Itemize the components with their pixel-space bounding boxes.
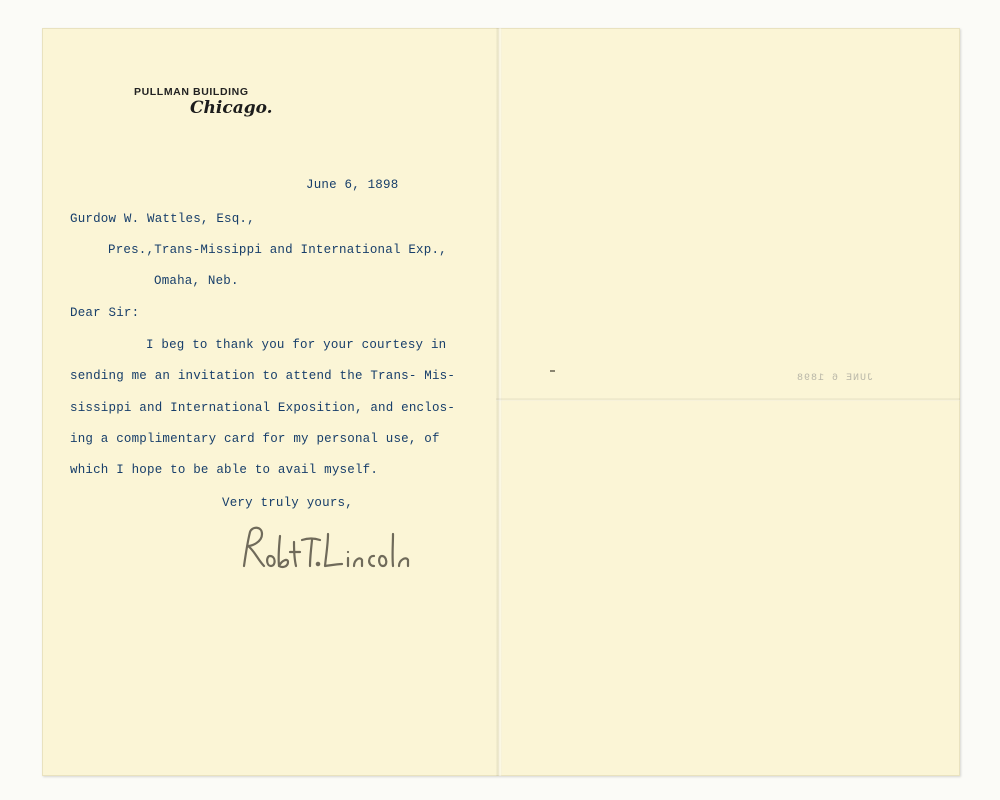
- letterhead-city: Chicago.: [190, 98, 273, 118]
- recipient-title: Pres.,Trans-Missippi and International Exp.,: [108, 243, 447, 257]
- handwritten-signature: [236, 522, 416, 578]
- body-line: ing a complimentary card for my personal use, of: [70, 432, 440, 446]
- recipient-name: Gurdow W. Wattles, Esq.,: [70, 212, 255, 226]
- show-through-text: JUNE 6 1898: [796, 373, 874, 384]
- body-line: which I hope to be able to avail myself.: [70, 463, 379, 477]
- salutation: Dear Sir:: [70, 306, 140, 320]
- body-line: I beg to thank you for your courtesy in: [146, 338, 447, 352]
- letter-date: June 6, 1898: [306, 178, 399, 192]
- center-fold: [496, 28, 502, 776]
- ink-mark: [550, 370, 555, 372]
- letterhead-building: PULLMAN BUILDING: [134, 86, 249, 98]
- horizontal-fold: [496, 398, 960, 401]
- body-line: sending me an invitation to attend the Trans- Mis-: [70, 369, 456, 383]
- recipient-city: Omaha, Neb.: [154, 274, 239, 288]
- closing: Very truly yours,: [222, 496, 353, 510]
- body-line: sissippi and International Exposition, and enclos-: [70, 401, 456, 415]
